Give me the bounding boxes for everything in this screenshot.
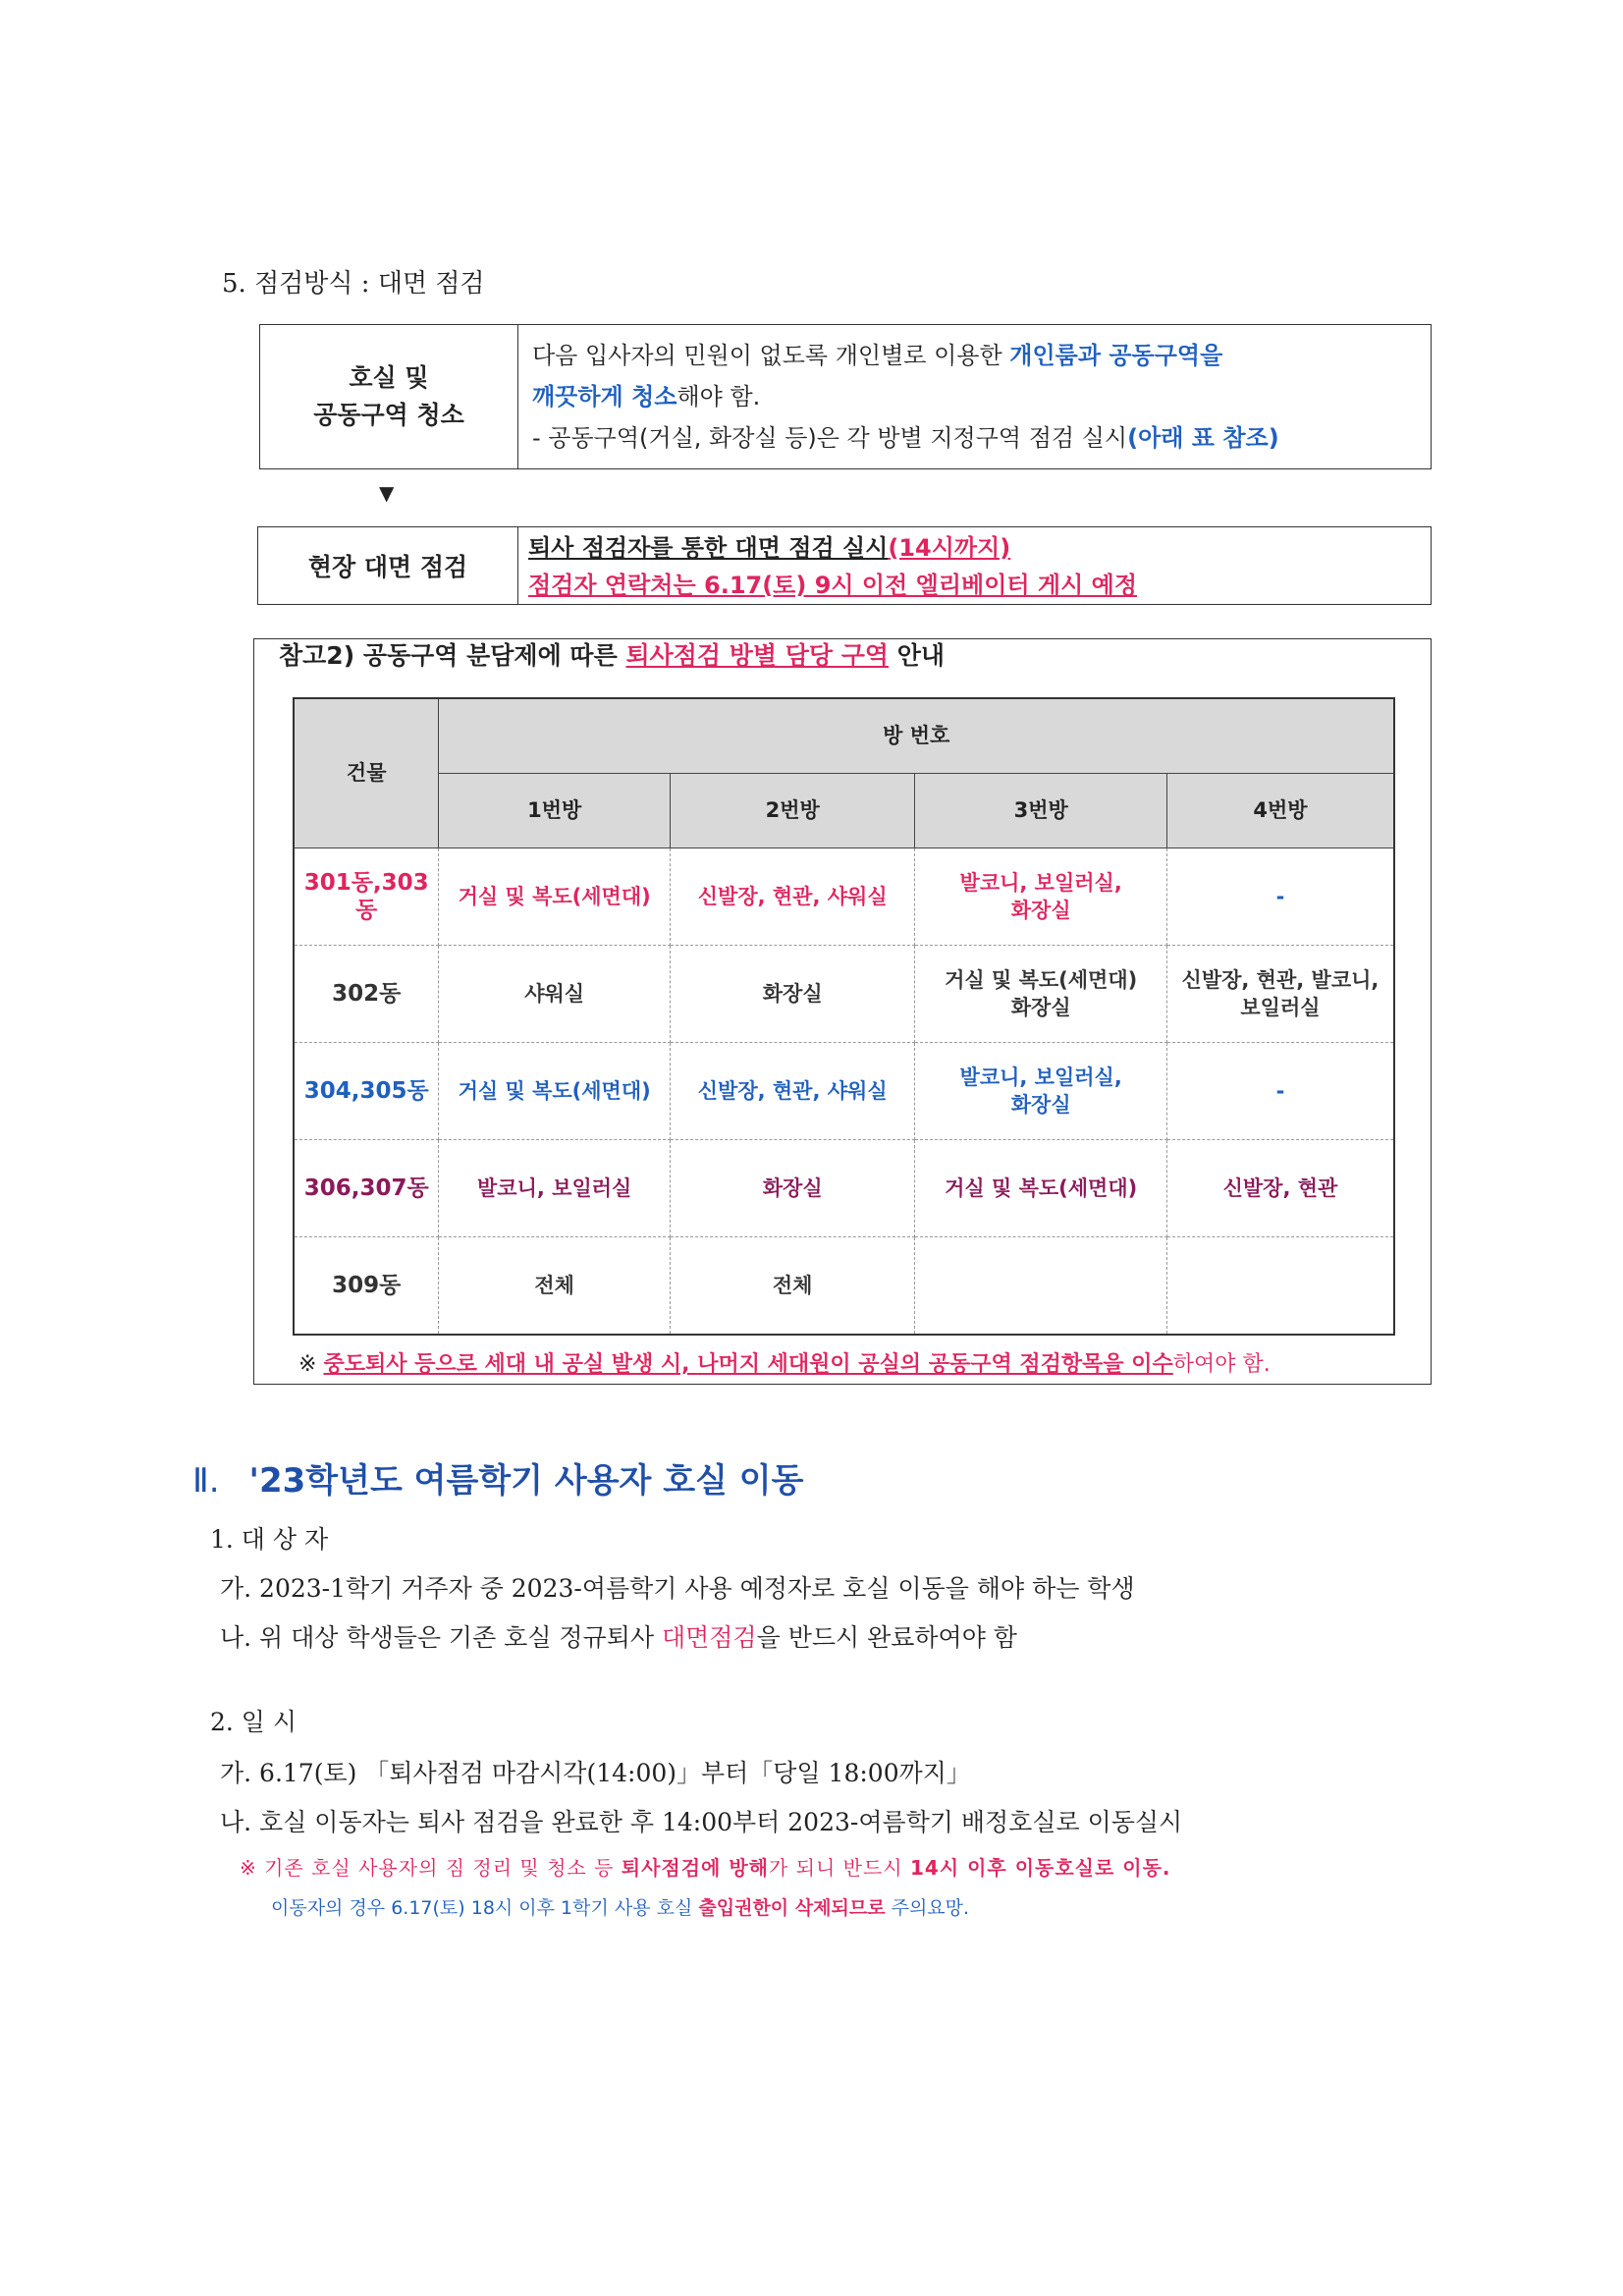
section-heading-text: '23학년도 여름학기 사용자 호실 이동 <box>248 1461 804 1501</box>
room-cell-line: 화장실 <box>1010 1092 1071 1117</box>
room-cell-line: 화장실 <box>1010 898 1071 922</box>
header-room-3: 3번방 <box>915 773 1166 847</box>
room-cell: 신발장, 현관, 샤워실 <box>670 1042 915 1139</box>
building-cell: 306,307동 <box>294 1139 439 1236</box>
target-item-highlight: 대면점검 <box>661 1623 757 1652</box>
room-cell: 신발장, 현관, 샤워실 <box>670 847 915 945</box>
table-row <box>294 1042 1394 1139</box>
warning-highlight: 퇴사점검에 방해 <box>621 1856 769 1880</box>
table-row <box>294 945 1394 1042</box>
room-cell-line: 화장실 <box>1010 995 1071 1019</box>
cleaning-text: 해야 함. <box>676 383 761 410</box>
room-cell: - <box>1166 1042 1394 1139</box>
target-item-text: 나. 위 대상 학생들은 기존 호실 정규퇴사 <box>220 1623 662 1652</box>
inspection-text: 퇴사 점검자를 통한 대면 점검 실시 <box>528 534 889 562</box>
warning-line <box>240 1852 1171 1881</box>
table-row <box>294 1139 1394 1236</box>
building-cell: 301동,303동 <box>294 847 439 945</box>
room-cell: - <box>1166 847 1394 945</box>
schedule-title: 2. 일 시 <box>210 1708 298 1736</box>
header-room-2: 2번방 <box>670 773 915 847</box>
header-room-1: 1번방 <box>439 773 671 847</box>
room-assignment-table <box>293 697 1395 1336</box>
room-cell: 발코니, 보일러실 <box>439 1139 671 1236</box>
inspection-time: (14시까지) <box>888 534 1011 562</box>
room-cell: 화장실 <box>670 945 915 1042</box>
cleaning-text: - 공동구역(거실, 화장실 등)은 각 방별 지정구역 점검 실시 <box>532 424 1128 452</box>
cleaning-text: 다음 입사자의 민원이 없도록 개인별로 이용한 <box>532 342 1010 369</box>
reference-title <box>279 636 945 676</box>
room-cell: 거실 및 복도(세면대) <box>439 847 671 945</box>
target-title: 1. 대 상 자 <box>210 1525 329 1554</box>
building-cell: 309동 <box>294 1236 439 1335</box>
room-cell: 거실 및 복도(세면대) <box>915 1139 1166 1236</box>
room-cell-line: 보일러실 <box>1240 995 1321 1019</box>
room-cell-line: 발코니, 보일러실, <box>959 870 1122 895</box>
reference-title-highlight: 퇴사점검 방별 담당 구역 <box>625 641 890 670</box>
room-cell <box>915 1236 1166 1335</box>
note-mark: ※ <box>298 1352 324 1377</box>
room-cell <box>915 847 1166 945</box>
down-arrow-icon: ▼ <box>379 481 395 505</box>
room-cell: 화장실 <box>670 1139 915 1236</box>
warning-highlight: 출입권한이 삭제되므로 <box>698 1897 886 1919</box>
cleaning-label-line2: 공동구역 청소 <box>313 401 464 429</box>
section-heading-number: Ⅱ. <box>192 1461 220 1501</box>
inspection-content <box>518 527 1431 604</box>
cleaning-box <box>259 324 1432 469</box>
target-item <box>220 1618 1017 1654</box>
cleaning-highlight: 깨끗하게 청소 <box>532 383 677 410</box>
reference-note <box>298 1347 1271 1378</box>
warning-line <box>271 1893 969 1920</box>
warning-text: 주의요망. <box>885 1897 970 1919</box>
cleaning-label-line1: 호실 및 <box>349 363 429 392</box>
inspection-contact: 점검자 연락처는 6.17(토) 9시 이전 엘리베이터 게시 예정 <box>528 572 1138 599</box>
table-row <box>294 847 1394 945</box>
header-room-number: 방 번호 <box>439 698 1394 773</box>
target-item: 가. 2023-1학기 거주자 중 2023-여름학기 사용 예정자로 호실 이동을 해야 하는 학생 <box>220 1574 1135 1603</box>
room-cell <box>1166 945 1394 1042</box>
room-cell: 전체 <box>439 1236 671 1335</box>
room-cell-line: 거실 및 복도(세면대) <box>945 967 1138 992</box>
cleaning-content <box>518 325 1431 468</box>
note-text: 중도퇴사 등으로 세대 내 공실 발생 시, <box>323 1352 698 1377</box>
room-cell: 샤워실 <box>439 945 671 1042</box>
reference-title-text: 참고2) 공동구역 분담제에 따른 <box>279 641 626 670</box>
warning-highlight: 14시 이후 이동호실로 이동. <box>909 1856 1171 1880</box>
room-cell: 거실 및 복도(세면대) <box>439 1042 671 1139</box>
cleaning-highlight: (아래 표 참조) <box>1127 424 1279 452</box>
target-item-text: 을 반드시 완료하여야 함 <box>756 1623 1017 1652</box>
building-cell: 302동 <box>294 945 439 1042</box>
room-cell <box>1166 1236 1394 1335</box>
warning-text: 이동자의 경우 6.17(토) 18시 이후 1학기 사용 호실 <box>271 1897 699 1919</box>
header-building: 건물 <box>294 698 439 847</box>
cleaning-highlight: 개인룸과 공동구역을 <box>1009 342 1223 369</box>
section-title: 5. 점검방식 : 대면 점검 <box>222 269 485 299</box>
room-cell <box>915 1042 1166 1139</box>
note-text: 하여야 함. <box>1172 1352 1271 1377</box>
room-cell: 전체 <box>670 1236 915 1335</box>
warning-text: 가 되니 반드시 <box>768 1856 910 1880</box>
inspection-label: 현장 대면 점검 <box>258 527 518 604</box>
room-cell: 신발장, 현관 <box>1166 1139 1394 1236</box>
building-cell: 304,305동 <box>294 1042 439 1139</box>
room-cell-line: 신발장, 현관, 발코니, <box>1181 967 1380 992</box>
schedule-item: 나. 호실 이동자는 퇴사 점검을 완료한 후 14:00부터 2023-여름학기 배정호실로 이동실시 <box>220 1808 1183 1836</box>
header-room-4: 4번방 <box>1166 773 1394 847</box>
room-cell-line: 발코니, 보일러실, <box>959 1065 1122 1089</box>
table-row <box>294 1236 1394 1335</box>
cleaning-label <box>260 325 518 468</box>
section-heading <box>192 1453 803 1502</box>
schedule-item: 가. 6.17(토) 「퇴사점검 마감시각(14:00)」부터「당일 18:00까지」 <box>220 1759 971 1787</box>
warning-text: ※ 기존 호실 사용자의 짐 정리 및 청소 등 <box>240 1856 622 1880</box>
reference-title-text: 안내 <box>889 641 946 670</box>
inspection-box <box>257 526 1432 605</box>
room-cell <box>915 945 1166 1042</box>
note-text: 나머지 세대원이 공실의 공동구역 점검항목을 이수 <box>697 1352 1173 1377</box>
